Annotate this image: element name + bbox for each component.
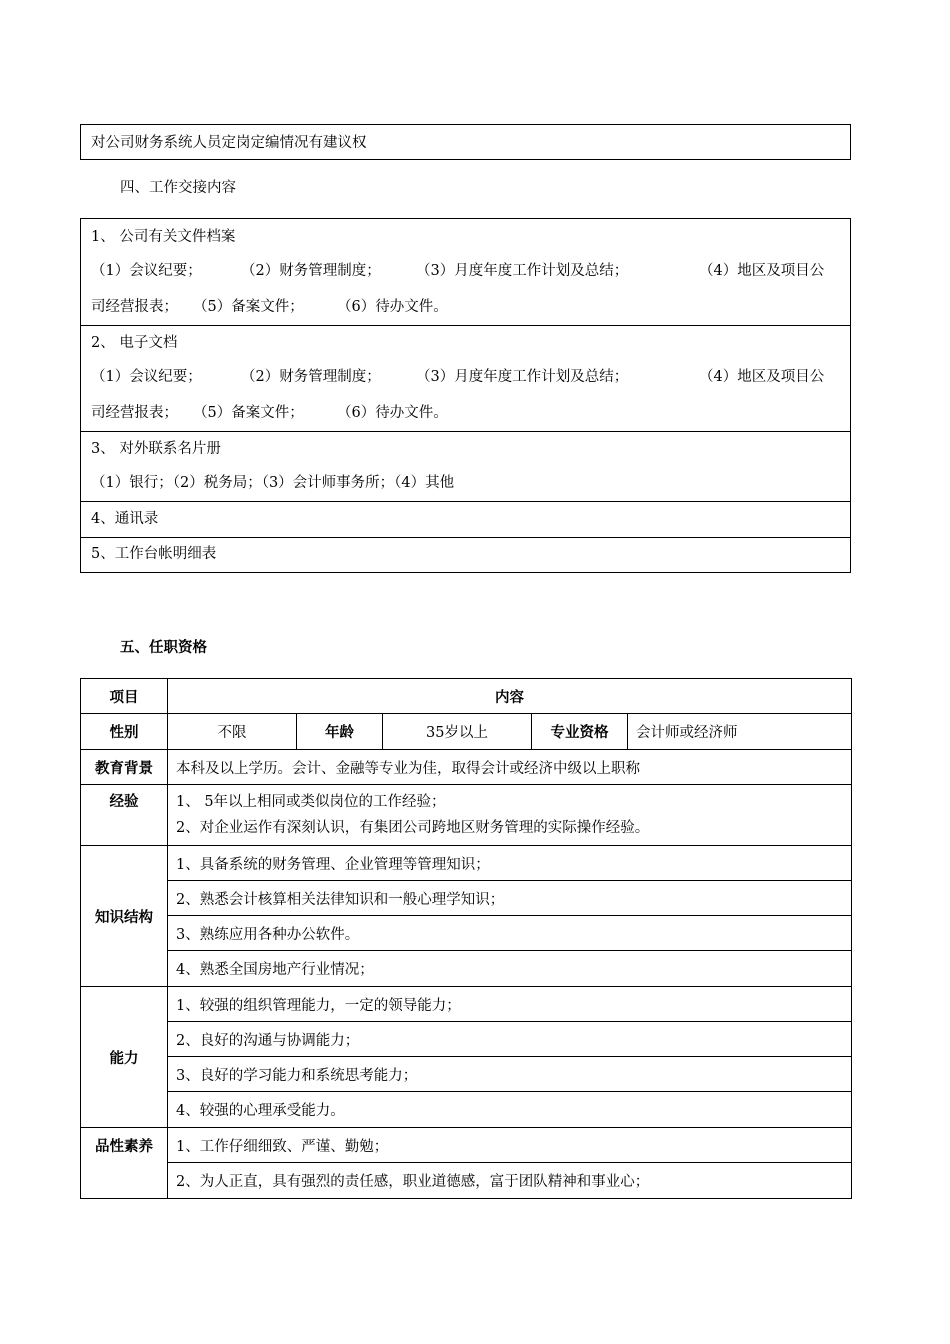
handover-option: （1）银行；（2）税务局；（3）会计师事务所；（4）其他	[91, 475, 455, 491]
handover-option: （3）月度年度工作计划及总结；	[416, 369, 629, 385]
ability-line: 4、较强的心理承受能力。	[168, 1092, 852, 1128]
experience-value	[168, 785, 852, 846]
knowledge-line: 2、熟悉会计核算相关法律知识和一般心理学知识；	[168, 881, 852, 916]
row-divider	[81, 431, 850, 432]
handover-option: （1）会议纪要；	[91, 369, 202, 385]
row-divider	[81, 325, 850, 326]
handover-option: （2）财务管理制度；	[241, 263, 381, 279]
handover-option: （6）待办文件。	[337, 299, 448, 315]
handover-item-title: 2、 电子文档	[91, 335, 178, 351]
character-line: 2、为人正直，具有强烈的责任感，职业道德感，富于团队精神和事业心；	[168, 1163, 852, 1199]
knowledge-line: 1、具备系统的财务管理、企业管理等管理知识；	[168, 846, 852, 881]
ability-line: 2、良好的沟通与协调能力；	[168, 1022, 852, 1057]
handover-option: （2）财务管理制度；	[241, 369, 381, 385]
character-line: 1、工作仔细细致、严谨、勤勉；	[168, 1128, 852, 1163]
handover-item-title: 4、通讯录	[91, 511, 159, 527]
ability-line: 3、良好的学习能力和系统思考能力；	[168, 1057, 852, 1092]
knowledge-line: 3、熟练应用各种办公软件。	[168, 916, 852, 951]
gender-label: 性别	[81, 714, 168, 750]
character-label: 品性素养	[81, 1128, 168, 1199]
age-label: 年龄	[297, 714, 383, 750]
handover-option: （1）会议纪要；	[91, 263, 202, 279]
handover-option: （4）地区及项目公	[699, 369, 825, 385]
age-value: 35岁以上	[383, 714, 532, 750]
handover-option: （6）待办文件。	[337, 405, 448, 421]
handover-option: 司经营报表；	[91, 299, 178, 315]
gender-value: 不限	[168, 714, 297, 750]
row-divider	[81, 501, 850, 502]
handover-item-title: 5、工作台帐明细表	[91, 546, 217, 562]
qualification-value: 会计师或经济师	[628, 714, 852, 750]
handover-item-title: 3、 对外联系名片册	[91, 441, 221, 457]
handover-option: （5）备案文件；	[193, 405, 304, 421]
section4-heading: 四、工作交接内容	[120, 180, 236, 196]
knowledge-label: 知识结构	[81, 846, 168, 987]
header-content: 内容	[168, 679, 852, 714]
experience-line: 2、对企业运作有深刻认识，有集团公司跨地区财务管理的实际操作经验。	[176, 820, 650, 836]
row-divider	[81, 537, 850, 538]
ability-label: 能力	[81, 987, 168, 1128]
handover-option: （5）备案文件；	[193, 299, 304, 315]
handover-item-title: 1、 公司有关文件档案	[91, 229, 236, 245]
header-item: 项目	[81, 679, 168, 714]
handover-option: （3）月度年度工作计划及总结；	[416, 263, 629, 279]
ability-line: 1、较强的组织管理能力，一定的领导能力；	[168, 987, 852, 1022]
education-value: 本科及以上学历。会计、金融等专业为佳，取得会计或经济中级以上职称	[168, 750, 852, 785]
section5-heading: 五、任职资格	[120, 640, 207, 656]
qualification-label: 专业资格	[532, 714, 628, 750]
authority-text: 对公司财务系统人员定岗定编情况有建议权	[91, 135, 367, 151]
handover-box	[80, 218, 851, 573]
handover-option: 司经营报表；	[91, 405, 178, 421]
education-label: 教育背景	[81, 750, 168, 785]
experience-line: 1、 5年以上相同或类似岗位的工作经验；	[176, 794, 446, 810]
experience-label: 经验	[81, 785, 168, 846]
knowledge-line: 4、熟悉全国房地产行业情况；	[168, 951, 852, 987]
qualification-table	[80, 678, 852, 1199]
handover-option: （4）地区及项目公	[699, 263, 825, 279]
authority-box	[80, 124, 851, 160]
